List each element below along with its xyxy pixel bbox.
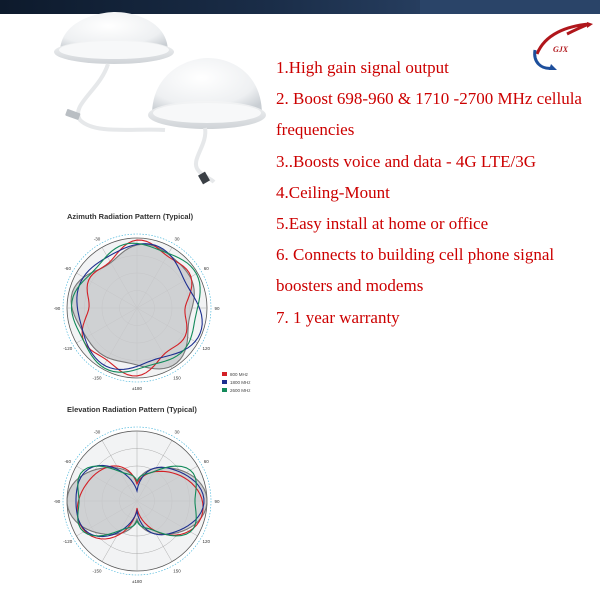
legend-label: 1800 MHz <box>230 379 251 385</box>
angle-label: 150 <box>173 375 181 381</box>
angle-label: ±180 <box>132 386 142 391</box>
feature-item: 5.Easy install at home or office <box>276 214 489 234</box>
angle-label: 60 <box>203 459 209 464</box>
frequency-legend <box>222 370 251 394</box>
legend-swatch <box>222 380 227 384</box>
feature-item: 6. Connects to building cell phone signal <box>276 245 555 265</box>
angle-label: 150 <box>173 568 181 574</box>
azimuth-pattern-panel <box>55 212 265 392</box>
angle-label: -150 <box>92 568 102 574</box>
angle-label: 30 <box>174 429 180 435</box>
angle-label: 60 <box>203 266 209 271</box>
angle-label: -30 <box>93 236 101 242</box>
feature-item: 1.High gain signal output <box>276 58 449 77</box>
product-photo <box>40 10 270 185</box>
angle-label: -150 <box>92 375 102 381</box>
angle-label: 90 <box>214 306 220 311</box>
angle-label: 120 <box>202 346 211 351</box>
legend-row <box>222 378 251 386</box>
angle-label: -90 <box>53 499 61 504</box>
angle-label: 120 <box>202 539 211 544</box>
angle-label: -90 <box>53 306 61 311</box>
azimuth-title: Azimuth Radiation Pattern (Typical) <box>67 212 194 221</box>
feature-item: 7. 1 year warranty <box>276 307 400 327</box>
angle-label: 90 <box>214 499 220 504</box>
angle-label: -60 <box>64 459 71 464</box>
legend-row <box>222 370 251 378</box>
feature-item: boosters and modems <box>276 276 424 296</box>
angle-label: -120 <box>63 346 73 351</box>
azimuth-polar-chart <box>55 222 265 394</box>
feature-list <box>276 52 606 333</box>
elevation-polar-chart <box>55 415 265 587</box>
feature-item: 4.Ceiling-Mount <box>276 182 390 202</box>
legend-swatch <box>222 388 227 392</box>
legend-swatch <box>222 372 227 376</box>
angle-label: -60 <box>64 266 71 271</box>
angle-label: -120 <box>63 539 73 544</box>
logo-text: GJX <box>553 45 569 54</box>
legend-label: 2600 MHz <box>230 387 251 393</box>
top-banner-right <box>420 0 600 14</box>
legend-row <box>222 386 251 394</box>
angle-label: ±180 <box>132 579 142 584</box>
feature-item: 3..Boosts voice and data - 4G LTE/3G <box>276 151 536 171</box>
elevation-pattern-panel <box>55 405 265 585</box>
legend-label: 800 MHz <box>230 371 249 377</box>
angle-label: -30 <box>93 429 101 435</box>
feature-item: frequencies <box>276 120 355 140</box>
feature-item: 2. Boost 698-960 & 1710 -2700 MHz cellula <box>276 89 582 109</box>
elevation-title: Elevation Radiation Pattern (Typical) <box>67 405 197 414</box>
angle-label: 30 <box>174 236 180 242</box>
